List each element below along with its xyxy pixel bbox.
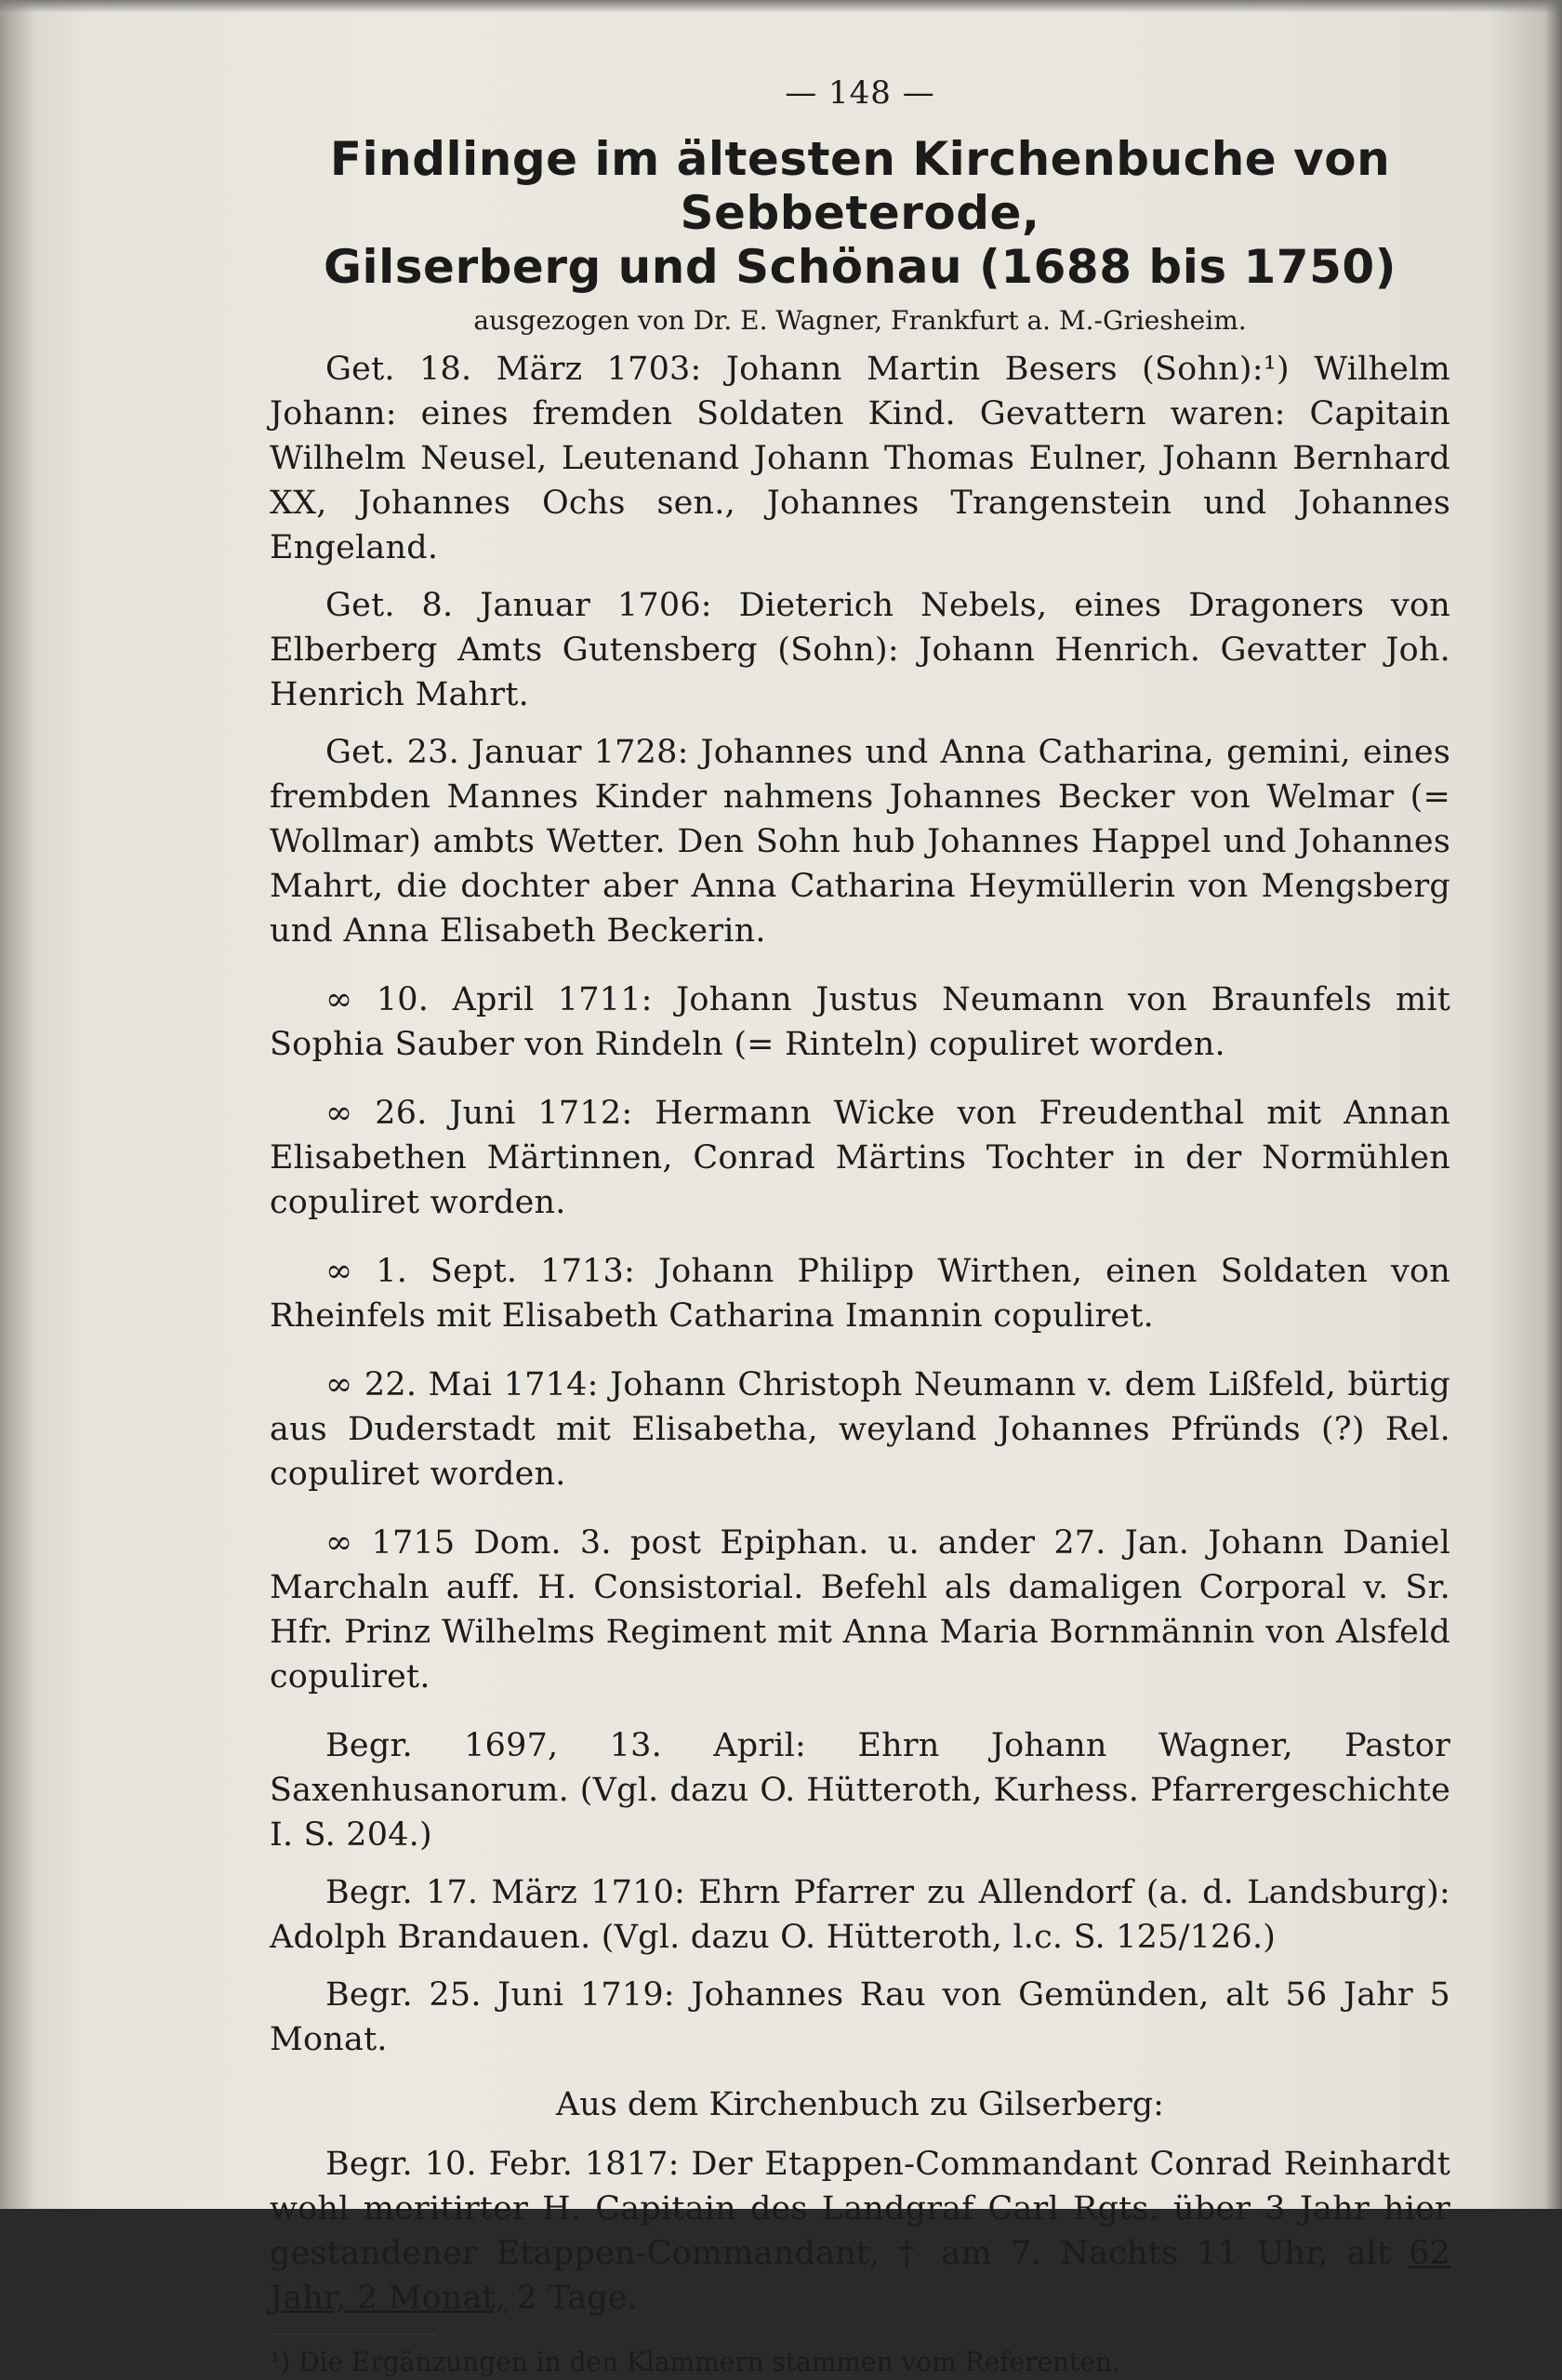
title-line-1: Findlinge im ältesten Kirchenbuche von Sebbeterode, xyxy=(329,132,1391,240)
entry-marriage-1715: ∞ 1715 Dom. 3. post Epiphan. u. ander 27. Jan. Johann Daniel Marchaln auff. H. Consistorial. Befehl als damaligen Corporal v. Sr. Hfr. Prinz Wilhelms Regiment mit Anna Maria Bornmännin von Alsfeld copuliret. xyxy=(270,1524,1450,1695)
entry-burial-1817 xyxy=(270,2142,1450,2320)
section-heading: Aus dem Kirchenbuch zu Gilserberg: xyxy=(556,2086,1164,2123)
entry-burial-1697: Begr. 1697, 13. April: Ehrn Johann Wagner, Pastor Saxenhusanorum. (Vgl. dazu O. Hütteroth, Kurhess. Pfarrergeschichte I. S. 204.) xyxy=(270,1727,1450,1854)
entry-marriage-1712: ∞ 26. Juni 1712: Hermann Wicke von Freudenthal mit Annan Elisabethen Märtinnen, Conrad Märtins Tochter in der Normühlen copuliret worden. xyxy=(270,1095,1450,1221)
binding-shadow xyxy=(0,0,33,2209)
entry-marriage-1713: ∞ 1. Sept. 1713: Johann Philipp Wirthen, einen Soldaten von Rheinfels mit Elisabeth Catharina Imannin copuliret. xyxy=(270,1253,1450,1335)
footnote-divider xyxy=(270,2333,437,2335)
entry-marriage-1714: ∞ 22. Mai 1714: Johann Christoph Neumann v. dem Lißfeld, bürtig aus Duderstadt mit Elisabetha, weyland Johannes Pfründs (?) Rel. copuliret worden. xyxy=(270,1366,1450,1493)
title-line-2: Gilserberg und Schönau (1688 bis 1750) xyxy=(323,240,1397,294)
top-edge-shadow xyxy=(0,0,1562,13)
page-edge xyxy=(1545,0,1562,2209)
byline: ausgezogen von Dr. E. Wagner, Frankfurt a. M.-Griesheim. xyxy=(473,305,1247,336)
page-number: — 148 — xyxy=(785,74,935,112)
entry-marriage-1711: ∞ 10. April 1711: Johann Justus Neumann von Braunfels mit Sophia Sauber von Rindeln (= Rinteln) copuliret worden. xyxy=(270,981,1450,1063)
entry-baptism-1703: Get. 18. März 1703: Johann Martin Besers (Sohn):¹) Wilhelm Johann: eines fremden Soldaten Kind. Gevattern waren: Capitain Wilhelm Neusel, Leutenand Johann Thomas Eulner, Johann Bernhard XX, Johannes Ochs sen., Johannes Trangenstein und Johannes Engeland. xyxy=(270,351,1450,566)
entry-burial-1817-text: Begr. 10. Febr. 1817: Der Etappen-Commandant Conrad Reinhardt wohl meritirter H. Capitain des Landgraf Carl Rgts. über 3 Jahr hier gestandener Etappen-Commandant, † am 7. Nachts 11 Uhr, alt xyxy=(270,2146,1450,2272)
article-title xyxy=(270,132,1450,294)
entry-baptism-1706: Get. 8. Januar 1706: Dieterich Nebels, eines Dragoners von Elberberg Amts Gutensberg (Sohn): Johann Henrich. Gevatter Joh. Henrich Mahrt. xyxy=(270,587,1450,713)
footnote: ¹) Die Ergänzungen in den Klammern stammen vom Referenten. xyxy=(270,2347,1120,2377)
entry-burial-1710: Begr. 17. März 1710: Ehrn Pfarrer zu Allendorf (a. d. Landsburg): Adolph Brandauen. (Vgl. dazu O. Hütteroth, l.c. S. 125/126.) xyxy=(270,1874,1450,1956)
entry-burial-1817-underlined: 62 Jahr, 2 Monat, xyxy=(270,2235,1450,2317)
page-content xyxy=(270,74,1450,2380)
entry-burial-1719: Begr. 25. Juni 1719: Johannes Rau von Gemünden, alt 56 Jahr 5 Monat. xyxy=(270,1976,1450,2058)
entry-baptism-1728: Get. 23. Januar 1728: Johannes und Anna Catharina, gemini, eines frembden Mannes Kinder nahmens Johannes Becker von Welmar (= Wollmar) ambts Wetter. Den Sohn hub Johannes Happel und Johannes Mahrt, die dochter aber Anna Catharina Heymüllerin von Mengsberg und Anna Elisabeth Beckerin. xyxy=(270,734,1450,950)
entry-burial-1817-tail: 2 Tage. xyxy=(506,2280,639,2317)
